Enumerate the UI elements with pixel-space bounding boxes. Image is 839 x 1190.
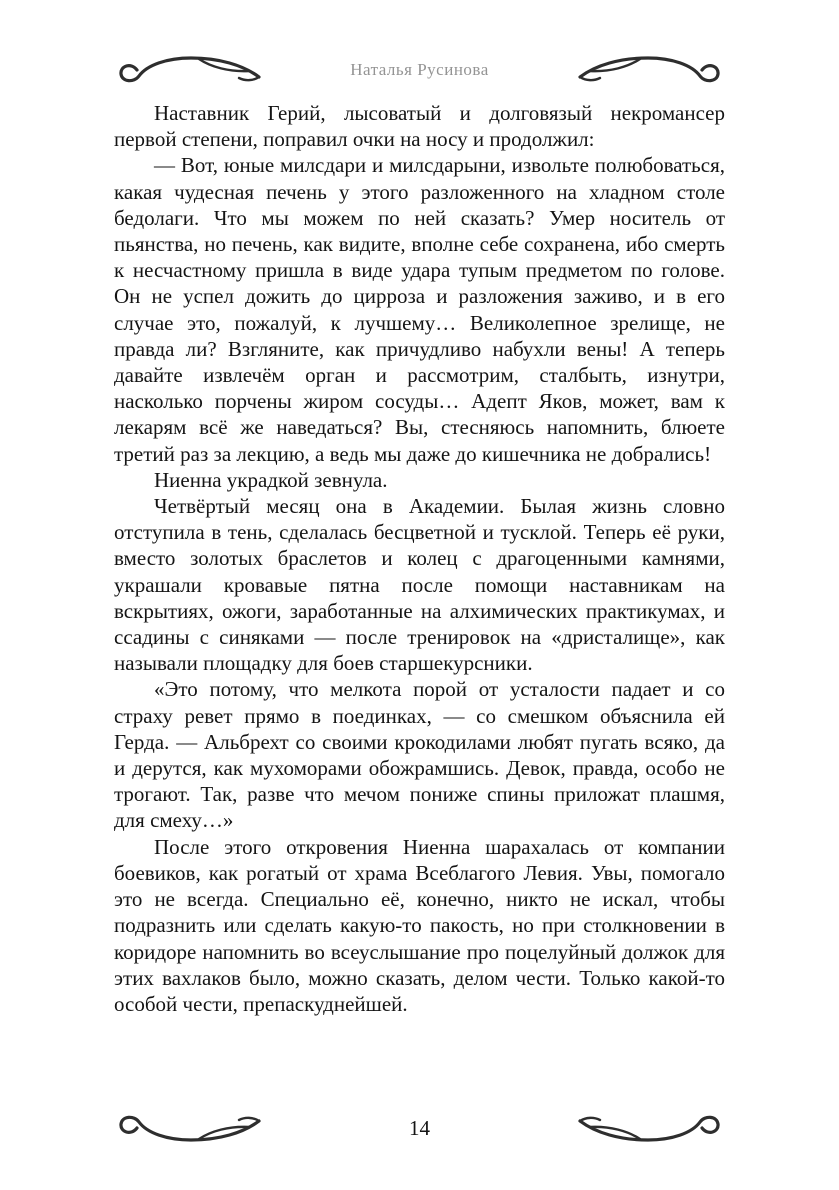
flourish-ornament-top-left xyxy=(114,53,266,87)
page-header xyxy=(114,50,725,90)
flourish-ornament-top-right xyxy=(573,53,725,87)
paragraph-3: Ниенна украдкой зевнула. xyxy=(154,467,388,492)
page-number: 14 xyxy=(409,1115,430,1140)
paragraph-1: Наставник Герий, лысоватый и долговязый некромансер первой степени, поправил очки на носу и продолжил: xyxy=(114,101,725,152)
paragraph-2: — Вот, юные милсдари и милсдарыни, извольте полюбоваться, какая чудесная печень у этого разложенного на хладном столе бедолаги. Что мы можем по ней сказать? Умер носитель от пьянства, но печень, как видите, вполне себе сохранена, ибо смерть к несчастному пришла в виде удара тупым предметом по голове. Он не успел дожить до цирроза и разложения заживо, и в его случае это, пожалуй, к лучшему… Великолепное зрелище, не правда ли? Взгляните, как причудливо набухли вены! А теперь давайте извлечём орган и рассмотрим, сталбыть, изнутри, насколько порчены жиром сосуды… Адепт Яков, может, вам к лекарям всё же наведаться? Вы, стесняюсь напомнить, блюете третий раз за лекцию, а ведь мы даже до кишечника не добрались! xyxy=(114,153,725,466)
paragraph-4: Четвёртый месяц она в Академии. Былая жизнь словно отступила в тень, сделалась бесцветной и тусклой. Теперь её руки, вместо золотых браслетов и колец с драгоценными камнями, украшали кровавые пятна после помощи наставникам на вскрытиях, ожоги, заработанные на алхимических практикумах, и ссадины с синяками — после тренировок на «дристалище», как называли площадку для боев старшекурсники. xyxy=(114,494,725,676)
paragraph-5: «Это потому, что мелкота порой от усталости падает и со страху ревет прямо в поединках, — со смешком объяснила ей Герда. — Альбрехт со своими крокодилами любят пугать всяко, да и дерутся, как мухоморами обожрамшись. Девок, правда, особо не трогают. Так, разве что мечом пониже спины приложат плашмя, для смеху…» xyxy=(114,677,725,833)
flourish-ornament-bottom-right xyxy=(573,1111,725,1145)
paragraph-6: После этого откровения Ниенна шарахалась от компании боевиков, как рогатый от храма Всеблагого Левия. Увы, помогало это не всегда. Специально её, конечно, никто не искал, чтобы подразнить или сделать какую-то пакость, но при столкновении в коридоре напомнить во всеуслышание про поцелуйный должок для этих вахлаков было, можно сказать, делом чести. Только какой-то особой чести, препаскуднейшей. xyxy=(114,834,725,1016)
author-name: Наталья Русинова xyxy=(350,60,489,79)
page-footer xyxy=(114,1108,725,1148)
flourish-ornament-bottom-left xyxy=(114,1111,266,1145)
body-text xyxy=(114,100,725,1108)
